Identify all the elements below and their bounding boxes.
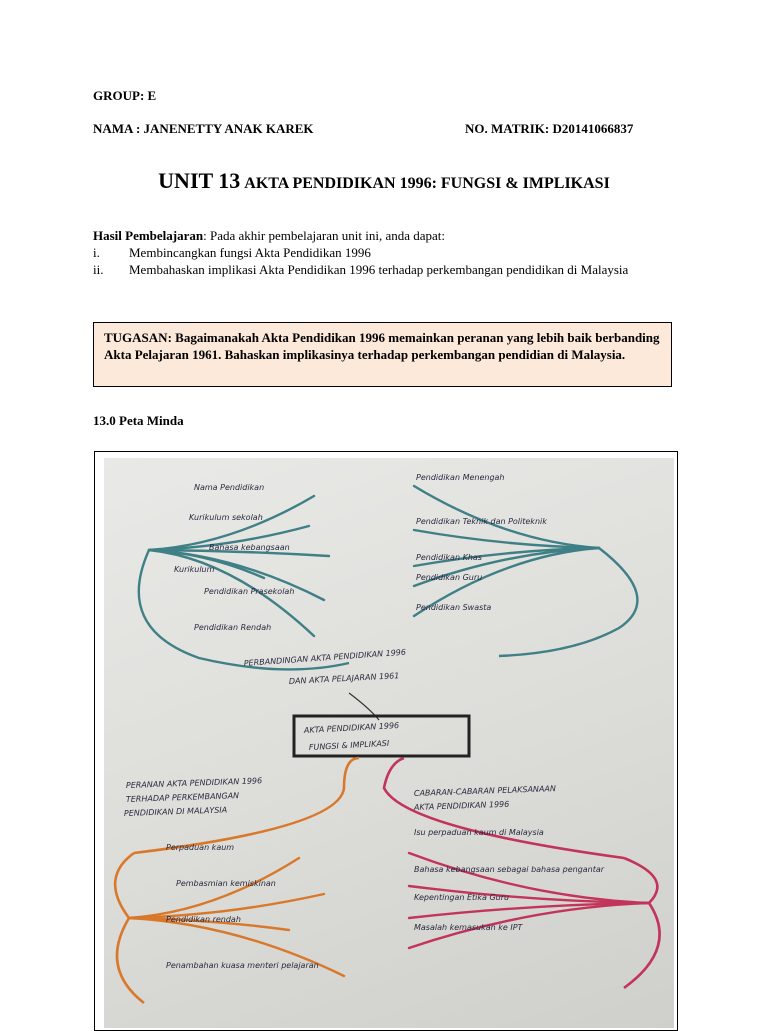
- branch-label: Nama Pendidikan: [194, 483, 265, 492]
- branch-line: [129, 858, 299, 918]
- student-name: NAMA : JANENETTY ANAK KAREK: [93, 121, 314, 136]
- branch-label: Masalah kemasukan ke IPT: [414, 923, 523, 932]
- branch-label: Pendidikan Teknik dan Politeknik: [416, 517, 547, 526]
- branch-label: Kurikulum: [174, 565, 215, 574]
- bottom-left-heading: PENDIDIKAN DI MALAYSIA: [123, 805, 228, 818]
- section-title: 13.0 Peta Minda: [93, 413, 184, 428]
- branch-line: [115, 853, 144, 1003]
- list-item: ii. Membahaskan implikasi Akta Pendidikan 1996 terhadap perkembangan pendidikan di Malaysia: [93, 262, 629, 277]
- branch-label: Pendidikan Menengah: [416, 473, 505, 482]
- list-item: i. Membincangkan fungsi Akta Pendidikan 1996: [93, 245, 371, 260]
- outcomes-intro: : Pada akhir pembelajaran unit ini, anda dapat:: [203, 228, 445, 243]
- branch-label: Bahasa kebangsaan sebagai bahasa pengantar: [414, 865, 605, 874]
- top-heading: PERBANDINGAN AKTA PENDIDIKAN 1996: [243, 647, 407, 668]
- branch-label: Isu perpaduan kaum di Malaysia: [414, 828, 544, 837]
- branch-label: Kepentingan Etika Guru: [414, 893, 510, 902]
- branch-label: Pendidikan Prasekolah: [204, 587, 295, 596]
- learning-outcomes: [93, 227, 683, 278]
- branch-label: Perpaduan kaum: [166, 843, 235, 852]
- branch-label: Penambahan kuasa menteri pelajaran: [166, 961, 319, 970]
- unit-number: UNIT 13: [158, 168, 241, 193]
- branch-label: Pendidikan Guru: [416, 573, 483, 582]
- bottom-left-heading: TERHADAP PERKEMBANGAN: [125, 791, 240, 804]
- center-text: FUNGSI & IMPLIKASI: [308, 738, 390, 752]
- outcomes-label: Hasil Pembelajaran: [93, 228, 204, 243]
- branch-label: Pendidikan Khas: [416, 553, 482, 562]
- mind-map-photo: [104, 458, 674, 1028]
- unit-title: AKTA PENDIDIKAN 1996: FUNGSI & IMPLIKASI: [244, 175, 610, 192]
- branch-label: Pendidikan rendah: [166, 915, 241, 924]
- page-title: [0, 168, 768, 194]
- branch-line: [134, 758, 359, 853]
- mind-map-drawing: [104, 458, 674, 1028]
- bottom-right-heading: CABARAN-CABARAN PELAKSANAAN: [413, 784, 557, 798]
- task-box: TUGASAN: Bagaimanakah Akta Pendidikan 1996 memainkan peranan yang lebih baik berbanding Akta Pelajaran 1961. Bahaskan implikasinya terhadap perkembangan pendidian di Malaysia.: [93, 322, 672, 387]
- center-text: AKTA PENDIDIKAN 1996: [303, 721, 400, 735]
- group-label: GROUP: E: [93, 88, 157, 103]
- branch-label: Kurikulum sekolah: [189, 513, 263, 522]
- branch-label: Pendidikan Swasta: [416, 603, 492, 612]
- branch-line: [624, 858, 660, 988]
- bottom-right-heading: AKTA PENDIDIKAN 1996: [413, 799, 510, 812]
- bottom-left-heading: PERANAN AKTA PENDIDIKAN 1996: [125, 776, 263, 790]
- branch-label: Bahasa kebangsaan: [209, 543, 290, 552]
- top-heading: DAN AKTA PELAJARAN 1961: [288, 671, 400, 686]
- branch-label: Pendidikan Rendah: [194, 623, 272, 632]
- matric-number: NO. MATRIK: D20141066837: [465, 121, 634, 136]
- branch-label: Pembasmian kemiskinan: [176, 879, 276, 888]
